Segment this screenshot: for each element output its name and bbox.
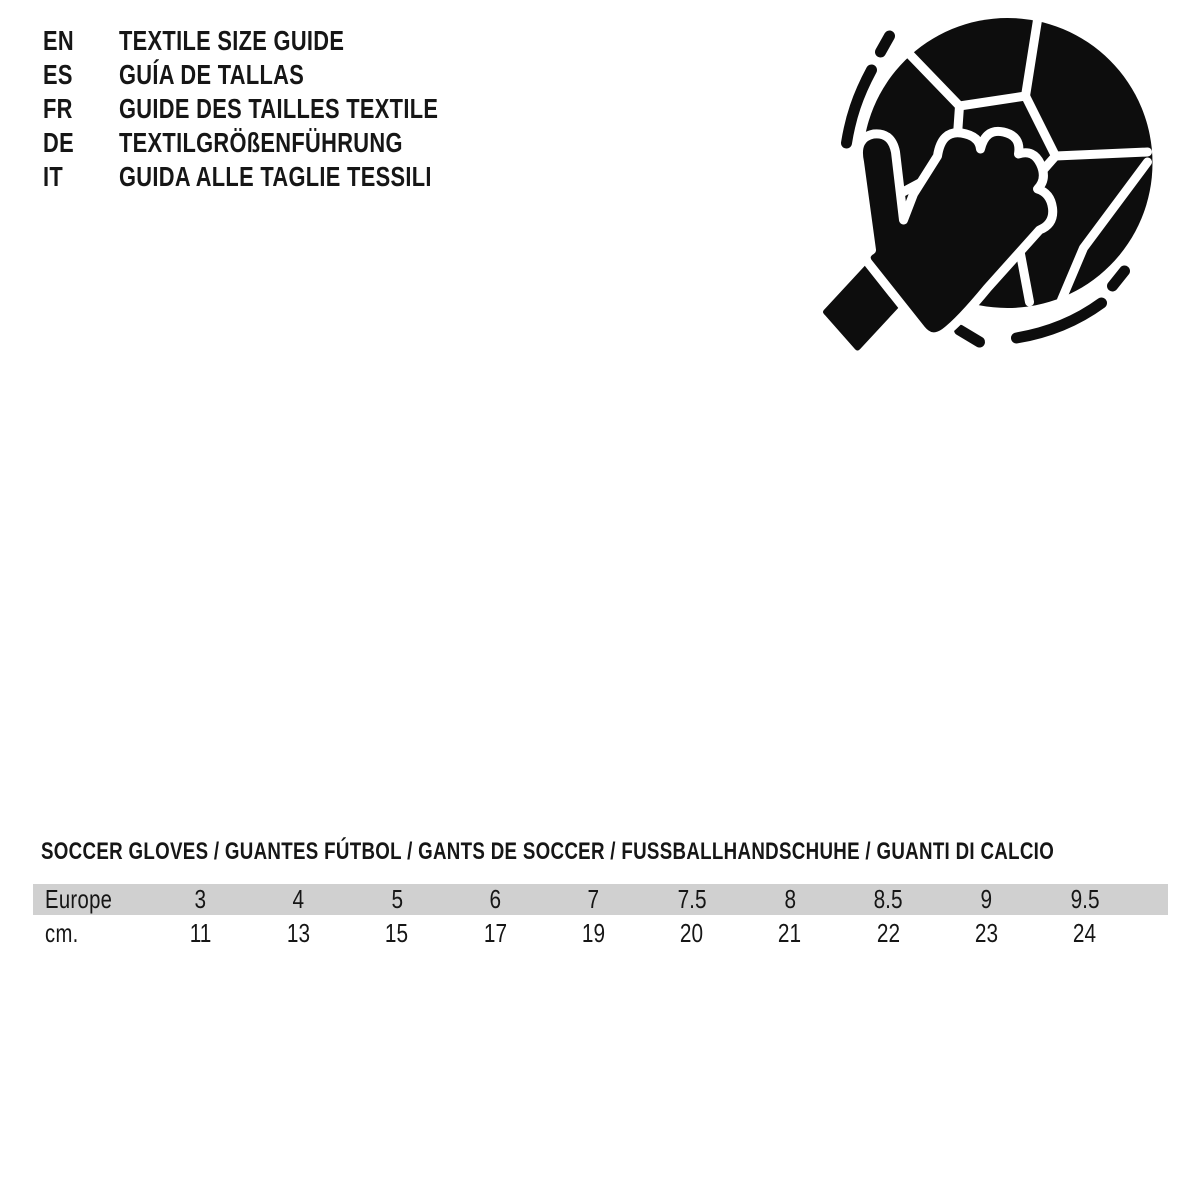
language-row-fr: [43, 92, 528, 126]
language-label-de: TEXTILGRÖßENFÜHRUNG: [119, 127, 403, 158]
size-table-title: SOCCER GLOVES / GUANTES FÚTBOL / GANTS DE SOCCER / FUSSBALLHANDSCHUHE / GUANTI DI CALCIO: [41, 838, 1055, 865]
size-value: 7.5: [677, 884, 707, 914]
size-row-europe: [33, 884, 1168, 915]
language-label-es: GUÍA DE TALLAS: [119, 59, 305, 90]
size-value: 9: [980, 884, 993, 914]
language-code-es: ES: [43, 59, 73, 90]
language-label-en: TEXTILE SIZE GUIDE: [119, 25, 345, 56]
cm-value: 19: [581, 917, 605, 948]
size-value: 5: [390, 884, 403, 914]
language-code-fr: FR: [43, 93, 73, 124]
size-value: 4: [292, 884, 305, 914]
size-value: 9.5: [1070, 884, 1100, 914]
cm-value: 17: [483, 917, 507, 948]
size-row-cm: [33, 915, 1168, 951]
size-value: 7: [587, 884, 600, 914]
size-table: [33, 838, 1168, 951]
cm-value: 20: [680, 917, 704, 948]
cm-value: 13: [286, 917, 311, 948]
language-row-es: [43, 58, 528, 92]
language-row-it: [43, 160, 528, 194]
language-label-it: GUIDA ALLE TAGLIE TESSILI: [119, 161, 432, 192]
size-value: 8: [784, 884, 796, 914]
language-code-it: IT: [43, 161, 64, 192]
cm-value: 23: [974, 917, 999, 948]
row-label-cm: cm.: [45, 917, 79, 948]
language-code-en: EN: [43, 25, 74, 56]
cm-value: 22: [876, 917, 900, 948]
goalkeeper-glove-icon: [819, 131, 1053, 355]
cm-value: 11: [189, 917, 211, 948]
cm-value: 24: [1073, 917, 1097, 948]
language-row-en: [43, 24, 528, 58]
language-title-list: [43, 24, 528, 194]
language-row-de: [43, 126, 528, 160]
cm-value: 15: [385, 917, 409, 948]
language-code-de: DE: [43, 127, 74, 158]
size-value: 3: [194, 884, 206, 914]
language-label-fr: GUIDE DES TAILLES TEXTILE: [119, 93, 439, 124]
row-label-europe: Europe: [45, 884, 113, 914]
goalkeeper-glove-soccer-ball-icon: [808, 0, 1166, 372]
size-value: 8.5: [873, 884, 903, 914]
cm-value: 21: [778, 917, 802, 948]
size-value: 6: [489, 884, 501, 914]
